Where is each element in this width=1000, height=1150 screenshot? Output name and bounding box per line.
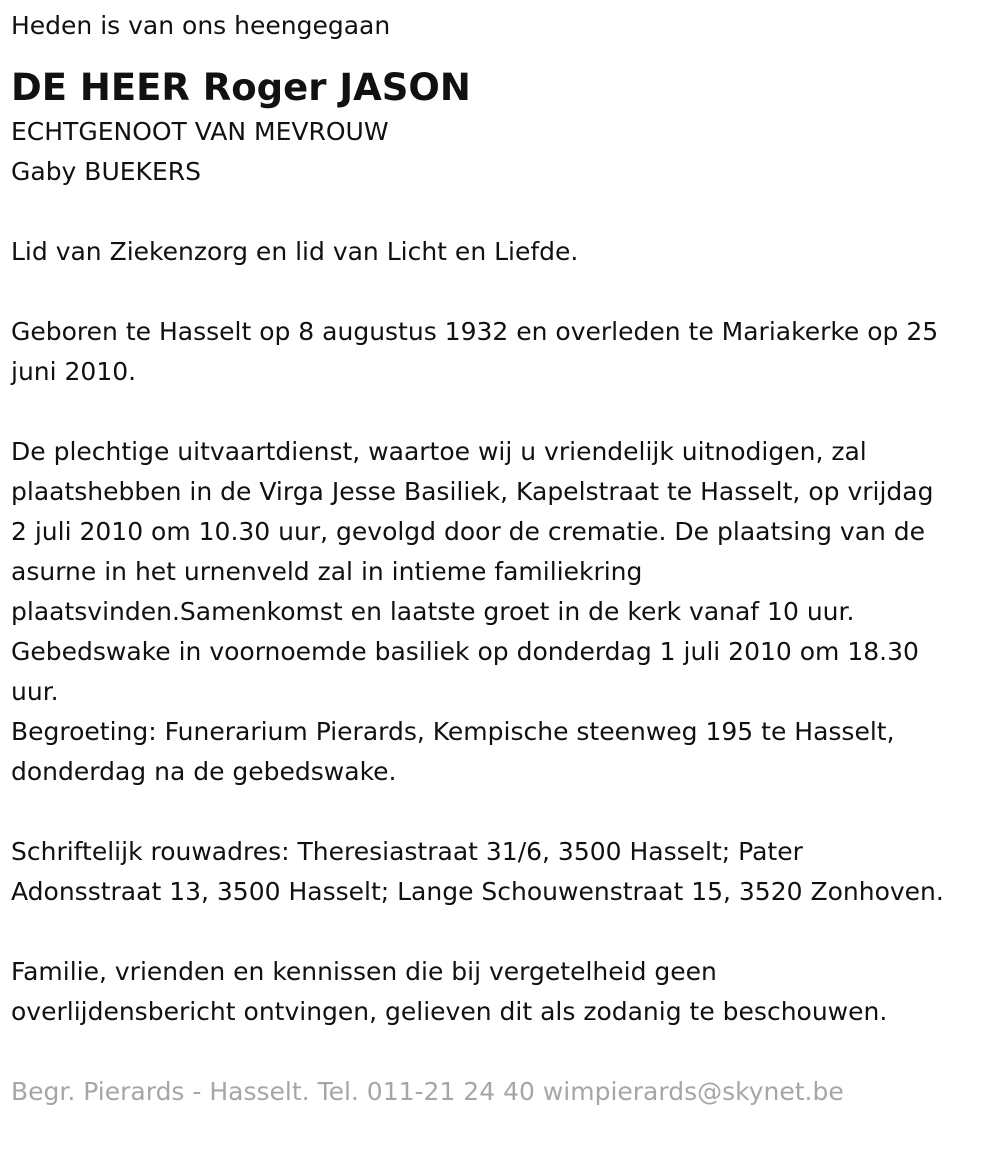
birth-death-line: juni 2010.: [11, 357, 137, 386]
spacer: [11, 192, 993, 232]
family-line: Familie, vrienden en kennissen die bij vergetelheid geen: [11, 957, 717, 986]
spacer: [11, 1032, 993, 1072]
deceased-name: DE HEER Roger JASON: [11, 66, 471, 109]
service-line: Begroeting: Funerarium Pierards, Kempische steenweg 195 te Hasselt,: [11, 717, 895, 746]
spouse-name: Gaby BUEKERS: [11, 157, 201, 186]
membership-text: Lid van Ziekenzorg en lid van Licht en Liefde.: [11, 237, 579, 266]
funeral-home-footer: Begr. Pierards - Hasselt. Tel. 011-21 24 40 wimpierards@skynet.be: [11, 1077, 844, 1106]
birth-death-line: Geboren te Hasselt op 8 augustus 1932 en overleden te Mariakerke op 25: [11, 317, 939, 346]
service-line: Gebedswake in voornoemde basiliek op donderdag 1 juli 2010 om 18.30: [11, 637, 919, 666]
service-line: uur.: [11, 677, 59, 706]
spacer: [11, 272, 993, 312]
family-line: overlijdensbericht ontvingen, gelieven dit als zodanig te beschouwen.: [11, 997, 888, 1026]
spouse-label: ECHTGENOOT VAN MEVROUW: [11, 117, 389, 146]
spacer: [11, 392, 993, 432]
obituary-notice: [11, 0, 993, 1112]
spacer: [11, 912, 993, 952]
intro-text: Heden is van ons heengegaan: [11, 11, 391, 40]
service-line: asurne in het urnenveld zal in intieme familiekring: [11, 557, 643, 586]
service-line: plaatshebben in de Virga Jesse Basiliek, Kapelstraat te Hasselt, op vrijdag: [11, 477, 934, 506]
address-line: Schriftelijk rouwadres: Theresiastraat 31/6, 3500 Hasselt; Pater: [11, 837, 803, 866]
service-line: plaatsvinden.Samenkomst en laatste groet in de kerk vanaf 10 uur.: [11, 597, 855, 626]
service-line: donderdag na de gebedswake.: [11, 757, 397, 786]
address-line: Adonsstraat 13, 3500 Hasselt; Lange Schouwenstraat 15, 3520 Zonhoven.: [11, 877, 944, 906]
spacer: [11, 792, 993, 832]
service-line: 2 juli 2010 om 10.30 uur, gevolgd door de crematie. De plaatsing van de: [11, 517, 926, 546]
service-line: De plechtige uitvaartdienst, waartoe wij u vriendelijk uitnodigen, zal: [11, 437, 867, 466]
